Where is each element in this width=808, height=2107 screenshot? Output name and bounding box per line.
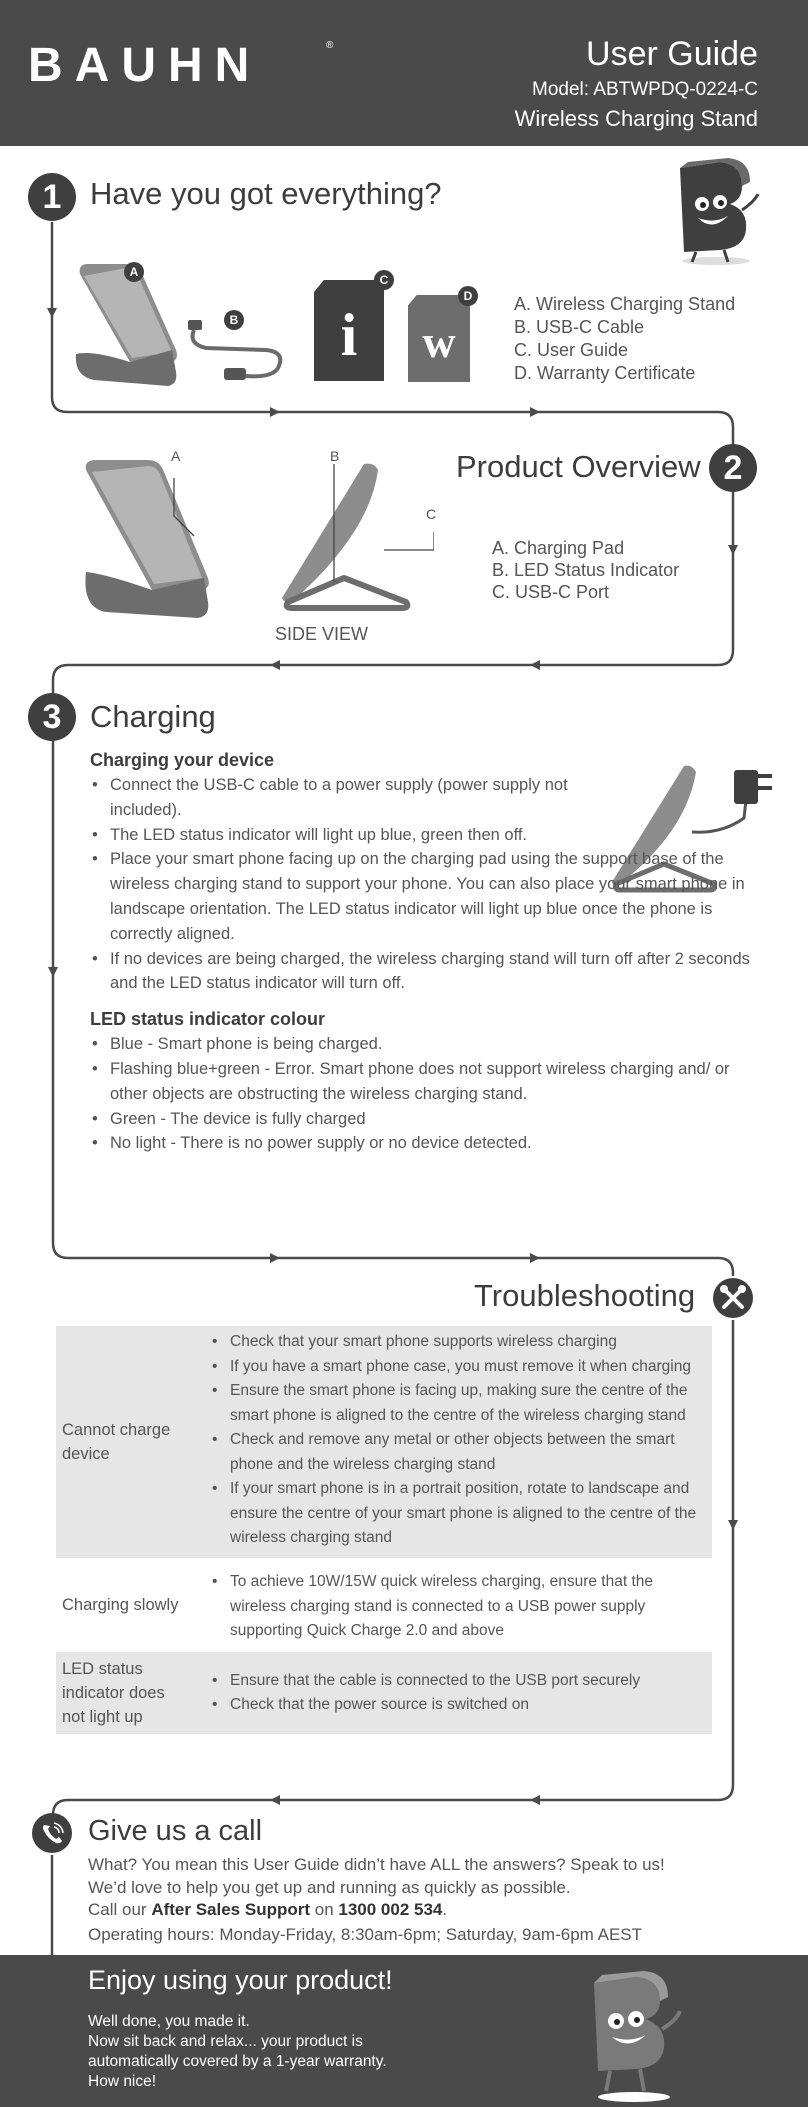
overview-item: C. USB-C Port <box>492 582 610 602</box>
charging-bullet <box>90 847 750 946</box>
call-title: Give us a call <box>88 1815 263 1847</box>
led-bullet: • Blue - Smart phone is being charged. <box>90 1032 750 1057</box>
product-overview-list <box>492 537 679 603</box>
footer-line: Now sit back and relax... your product is <box>88 2033 363 2050</box>
operating-hours: Operating hours: Monday-Friday, 8:30am-6pm; Saturday, 9am-6pm AEST <box>88 1924 643 1944</box>
solution-item: • Check and remove any metal or other objects between the smart phone and the wireless charging stand <box>210 1428 704 1477</box>
troubleshooting-table <box>56 1326 712 1742</box>
phone-icon <box>32 1813 72 1853</box>
support-phone-number[interactable]: 1300 002 534 <box>338 1900 443 1919</box>
section-3-title: Charging <box>90 699 216 734</box>
package-item: D. Warranty Certificate <box>514 363 696 383</box>
brand-logo: BAUHN <box>28 39 262 92</box>
solution-cell <box>190 1652 712 1734</box>
footer-bar <box>0 1955 808 2107</box>
step-2-badge: 2 <box>709 444 757 492</box>
led-bullet: • No light - There is no power supply or no device detected. <box>90 1131 750 1156</box>
call-line: Call our After Sales Support on 1300 002 534. <box>88 1900 448 1919</box>
charging-bullet: • Connect the USB-C cable to a power supply (power supply not included). <box>90 773 600 823</box>
footer-line: Well done, you made it. <box>88 2013 250 2030</box>
solution-item: • Ensure that the cable is connected to the USB port securely <box>210 1669 640 1694</box>
solution-item: • If your smart phone is in a portrait position, rotate to landscape and ensure the centre of your smart phone is aligned to the centre of the wireless charging stand <box>210 1477 704 1551</box>
header-product: Wireless Charging Stand <box>514 106 758 131</box>
overview-item: B. LED Status Indicator <box>492 560 680 580</box>
header-title: User Guide <box>586 35 758 73</box>
troubleshooting-title: Troubleshooting <box>474 1278 696 1313</box>
problem-cell: LED status indicator does not light up <box>62 1660 165 1726</box>
user-guide-doc-glyph: i <box>340 302 358 368</box>
callout-a: A <box>171 448 181 464</box>
troubleshooting-row <box>56 1652 712 1734</box>
header-model: Model: ABTWPDQ-0224-C <box>532 79 758 100</box>
step-3-badge: 3 <box>28 693 76 741</box>
stand-front-illustration <box>82 460 212 620</box>
charging-instructions <box>90 747 750 1156</box>
led-bullet: • Green - The device is fully charged <box>90 1107 750 1132</box>
led-bullets <box>90 1032 750 1156</box>
mascot-footer-icon <box>576 1969 686 2105</box>
package-contents-list <box>514 293 735 385</box>
registered-mark: ® <box>326 40 334 51</box>
solution-cell <box>190 1326 712 1558</box>
stand-side-illustration <box>274 462 437 622</box>
after-sales-label: After Sales Support <box>151 1900 311 1919</box>
step-1-badge: 1 <box>28 173 76 221</box>
item-b-badge: B <box>224 310 244 330</box>
troubleshooting-row <box>56 1326 712 1558</box>
call-text <box>88 1854 665 1946</box>
package-item: C. User Guide <box>514 340 629 360</box>
warranty-doc-glyph: w <box>422 316 456 367</box>
led-subheading: LED status indicator colour <box>90 1009 326 1030</box>
charging-bullets <box>90 773 750 996</box>
solution-item: • If you have a smart phone case, you must remove it when charging <box>210 1355 704 1380</box>
charging-bullet-text: Place your smart phone facing up on the charging pad using the support base of the wireless charging stand to support your phone. You can also place your smart phone in landscape orientation. The LED status indicator will light up blue once the phone is correctly aligned. <box>110 850 745 943</box>
problem-cell: Cannot charge device <box>62 1421 171 1463</box>
call-line: We’d love to help you get up and running as quickly as possible. <box>88 1877 571 1897</box>
side-view-label: SIDE VIEW <box>275 624 369 644</box>
item-c-badge: C <box>374 270 394 290</box>
solution-item: • Check that your smart phone supports wireless charging <box>210 1330 704 1355</box>
section-1-title: Have you got everything? <box>90 176 442 211</box>
troubleshooting-row <box>56 1566 712 1644</box>
call-line: What? You mean this User Guide didn’t have ALL the answers? Speak to us! <box>88 1855 665 1874</box>
overview-item: A. Charging Pad <box>492 538 625 558</box>
footer-title: Enjoy using your product! <box>88 1965 393 1995</box>
section-2-title: Product Overview <box>456 449 701 484</box>
header-bar <box>0 0 808 146</box>
solution-item: • Check that the power source is switched on <box>210 1693 640 1718</box>
package-item: B. USB-C Cable <box>514 317 645 337</box>
item-a-badge: A <box>124 262 144 282</box>
charging-bullet: • The LED status indicator will light up blue, green then off. <box>90 823 600 848</box>
mascot-icon <box>668 158 764 268</box>
item-d-badge: D <box>458 286 478 306</box>
led-bullet: • Flashing blue+green - Error. Smart phone does not support wireless charging and/ or other objects are obstructing the wireless charging stand. <box>90 1057 750 1107</box>
problem-cell: Charging slowly <box>62 1596 179 1614</box>
footer-text <box>88 2012 387 2092</box>
wrench-icon <box>713 1278 753 1318</box>
callout-c: C <box>426 506 437 522</box>
solution-item: • Ensure the smart phone is facing up, making sure the centre of the smart phone is aligned to the centre of the wireless charging stand <box>210 1379 704 1428</box>
solution-cell <box>190 1566 712 1644</box>
package-item: A. Wireless Charging Stand <box>514 294 736 314</box>
charging-subheading: Charging your device <box>90 750 275 770</box>
footer-line: How nice! <box>88 2073 157 2090</box>
callout-b: B <box>330 448 340 464</box>
solution-item: • To achieve 10W/15W quick wireless charging, ensure that the wireless charging stand is connected to a USB power supply supporting Quick Charge 2.0 and above <box>210 1570 704 1644</box>
header-info <box>515 34 758 134</box>
footer-line: automatically covered by a 1-year warranty. <box>88 2053 387 2070</box>
charging-bullet: • If no devices are being charged, the wireless charging stand will turn off after 2 seconds and the LED status indicator will turn off. <box>90 947 750 997</box>
